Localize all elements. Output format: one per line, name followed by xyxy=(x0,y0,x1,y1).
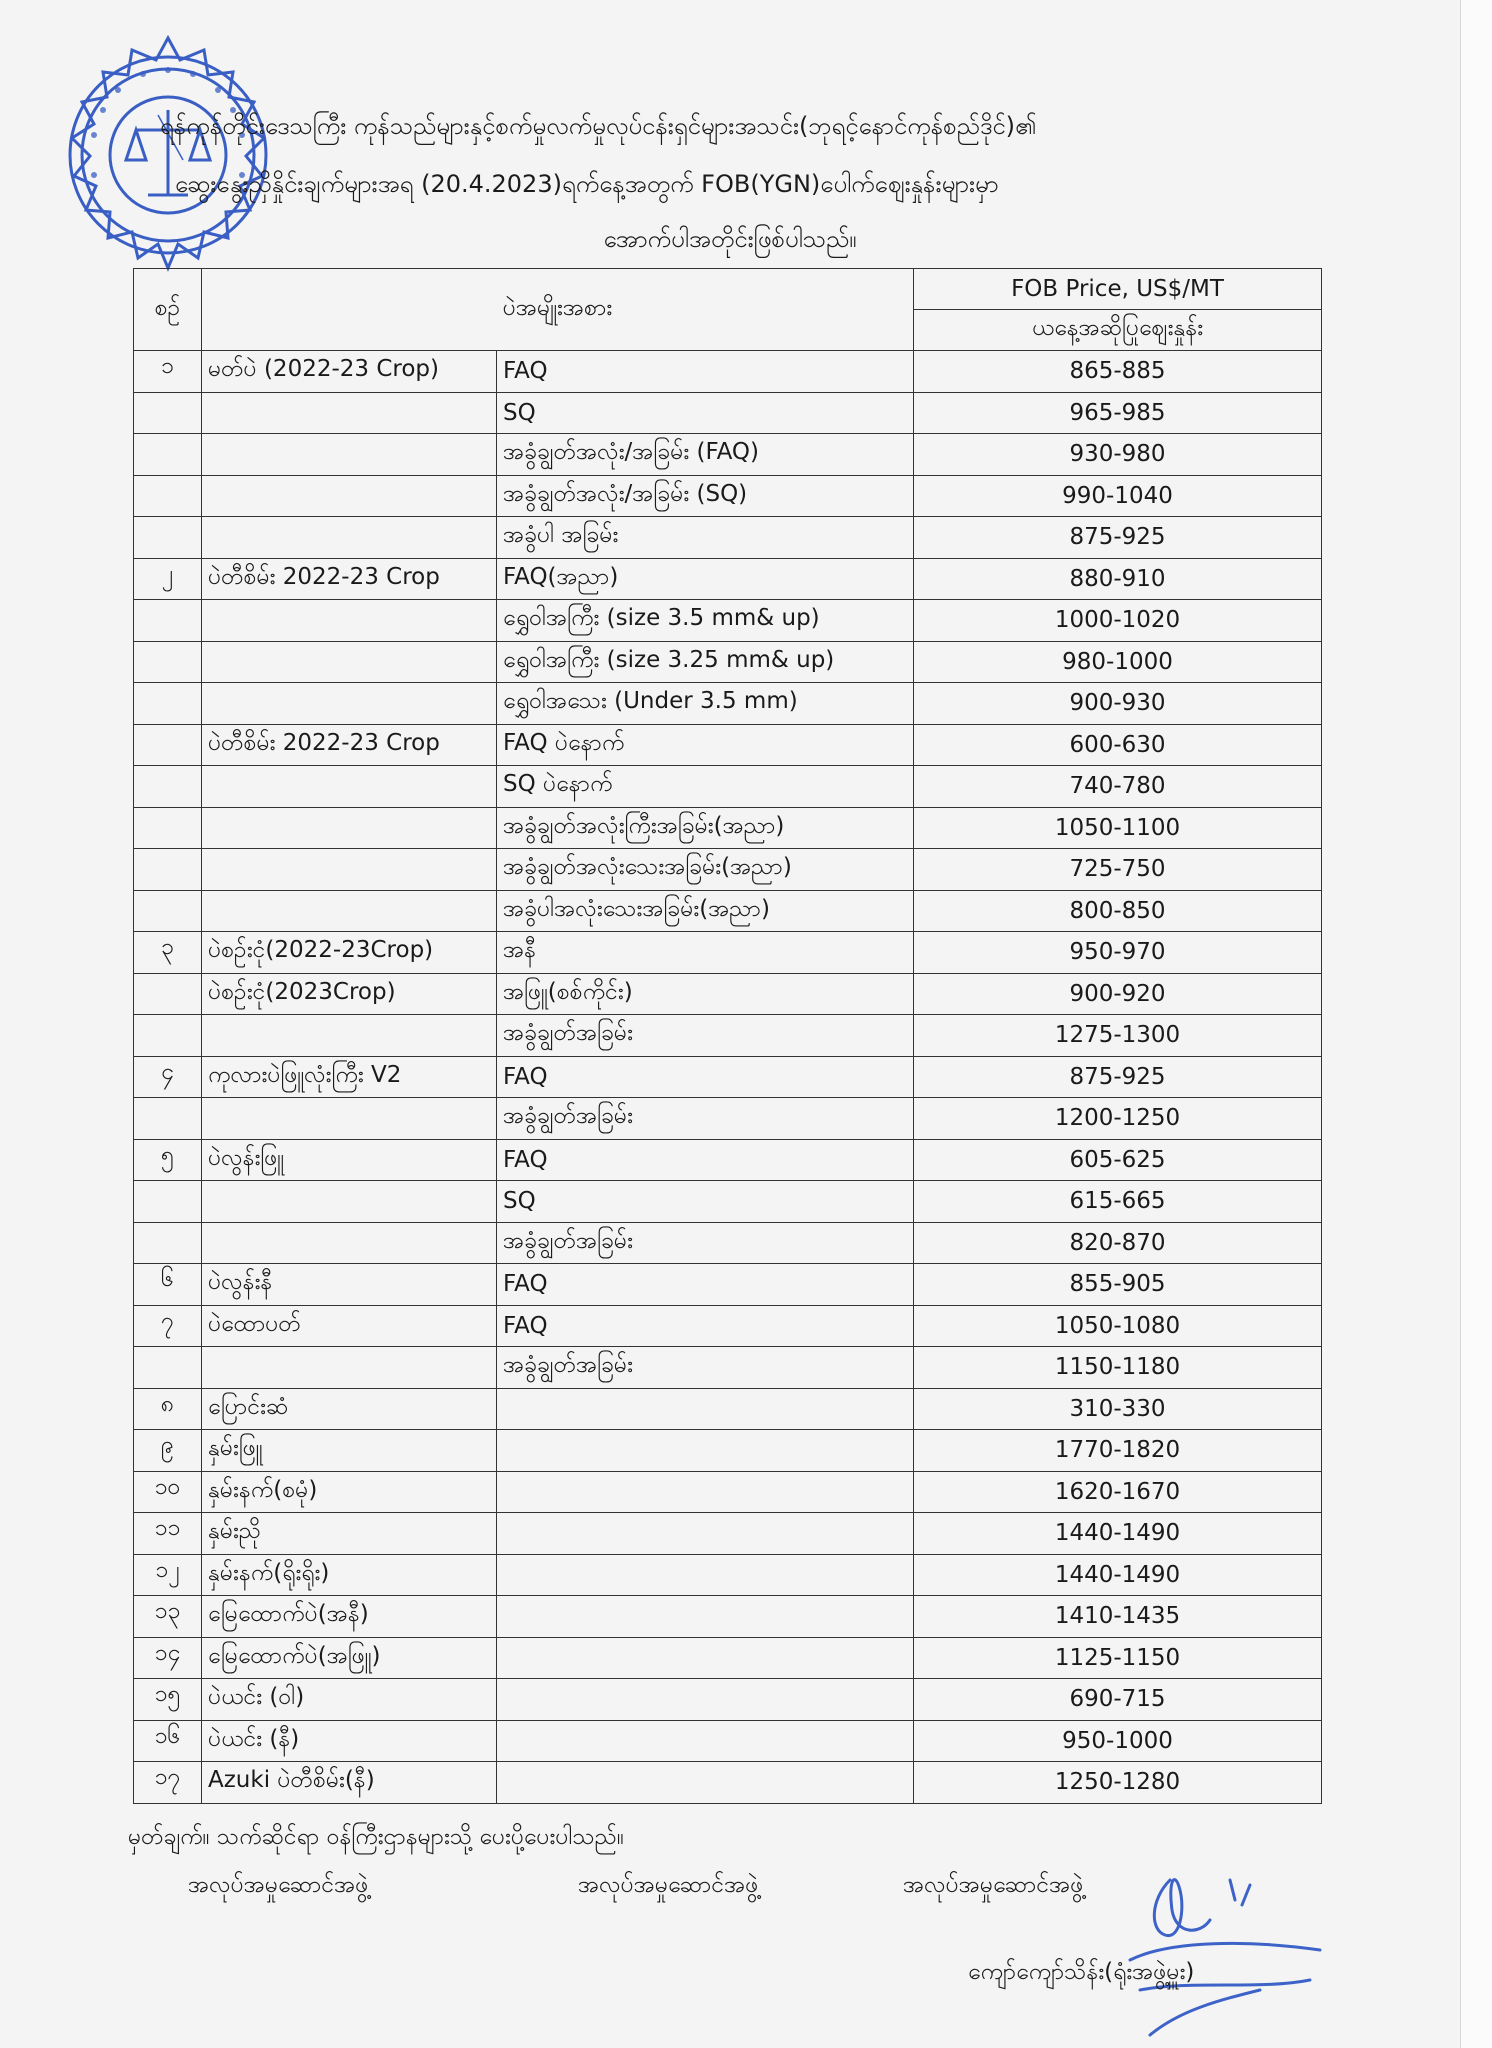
row-grade xyxy=(497,1430,914,1472)
row-number xyxy=(134,392,202,434)
row-number: ၁၆ xyxy=(134,1720,202,1762)
table-row xyxy=(134,1637,1322,1679)
row-number xyxy=(134,1181,202,1223)
row-grade: ရွှေဝါအကြီး (size 3.25 mm& up) xyxy=(497,641,914,683)
row-price: 600-630 xyxy=(914,724,1322,766)
row-grade: FAQ ပဲနောက် xyxy=(497,724,914,766)
table-row xyxy=(134,973,1322,1015)
row-grade xyxy=(497,1471,914,1513)
table-row xyxy=(134,1471,1322,1513)
column-header-item: ပဲအမျိုးအစား xyxy=(202,269,914,351)
row-price: 990-1040 xyxy=(914,475,1322,517)
row-grade: အနီ xyxy=(497,932,914,974)
table-row xyxy=(134,1430,1322,1472)
row-number: ၁၁ xyxy=(134,1513,202,1555)
row-item-name: နှမ်းညို xyxy=(202,1513,497,1555)
row-price: 800-850 xyxy=(914,890,1322,932)
row-number xyxy=(134,973,202,1015)
row-price: 965-985 xyxy=(914,392,1322,434)
row-grade xyxy=(497,1720,914,1762)
handwritten-signature xyxy=(1110,1840,1350,2040)
row-price: 950-1000 xyxy=(914,1720,1322,1762)
row-price: 1050-1080 xyxy=(914,1305,1322,1347)
row-number xyxy=(134,1222,202,1264)
row-number: ၁ xyxy=(134,351,202,393)
row-item-name xyxy=(202,849,497,891)
row-price: 615-665 xyxy=(914,1181,1322,1223)
row-item-name: ပဲထောပတ် xyxy=(202,1305,497,1347)
row-number: ၈ xyxy=(134,1388,202,1430)
row-item-name xyxy=(202,517,497,559)
row-item-name xyxy=(202,1347,497,1389)
table-row xyxy=(134,517,1322,559)
row-number xyxy=(134,475,202,517)
header-line-2: ဆွေးနွေးညှိနှိုင်းချက်များအရ (20.4.2023)ရက်နေ့အတွက် FOB(YGN)ပေါက်ဈေးနှုန်းများမှာ xyxy=(175,170,999,198)
row-item-name xyxy=(202,600,497,642)
row-item-name: နှမ်းနက်(ရိုးရိုး) xyxy=(202,1554,497,1596)
row-price: 725-750 xyxy=(914,849,1322,891)
column-header-price-sub: ယနေ့အဆိုပြုဈေးနှုန်း xyxy=(914,310,1322,351)
table-row xyxy=(134,558,1322,600)
header-line-3: အောက်ပါအတိုင်းဖြစ်ပါသည်။ xyxy=(603,225,857,253)
row-grade: FAQ xyxy=(497,1264,914,1306)
row-price: 855-905 xyxy=(914,1264,1322,1306)
row-price: 880-910 xyxy=(914,558,1322,600)
table-row xyxy=(134,1388,1322,1430)
row-number xyxy=(134,807,202,849)
row-grade: SQ xyxy=(497,392,914,434)
row-item-name: ပဲယင်း (ဝါ) xyxy=(202,1679,497,1721)
row-item-name: ပဲယင်း (နီ) xyxy=(202,1720,497,1762)
row-grade: အခွံချွတ်အလုံးသေးအခြမ်း(အညာ) xyxy=(497,849,914,891)
table-row xyxy=(134,392,1322,434)
row-price: 605-625 xyxy=(914,1139,1322,1181)
row-price: 1275-1300 xyxy=(914,1015,1322,1057)
row-price: 875-925 xyxy=(914,517,1322,559)
row-price: 1200-1250 xyxy=(914,1098,1322,1140)
row-price: 1050-1100 xyxy=(914,807,1322,849)
row-item-name: ပြောင်းဆံ xyxy=(202,1388,497,1430)
row-number xyxy=(134,600,202,642)
row-grade: SQ xyxy=(497,1181,914,1223)
row-grade: အဖြူ(စစ်ကိုင်း) xyxy=(497,973,914,1015)
table-row xyxy=(134,1720,1322,1762)
row-grade: အခွံချွတ်အခြမ်း xyxy=(497,1098,914,1140)
row-grade: ရွှေဝါအသေး (Under 3.5 mm) xyxy=(497,683,914,725)
row-item-name xyxy=(202,766,497,808)
row-grade: အခွံချွတ်အခြမ်း xyxy=(497,1347,914,1389)
table-row xyxy=(134,1056,1322,1098)
row-price: 950-970 xyxy=(914,932,1322,974)
row-price: 1440-1490 xyxy=(914,1554,1322,1596)
row-price: 900-920 xyxy=(914,973,1322,1015)
row-number xyxy=(134,434,202,476)
column-header-price: FOB Price, US$/MT xyxy=(914,269,1322,310)
row-number xyxy=(134,641,202,683)
row-item-name: မတ်ပဲ (2022-23 Crop) xyxy=(202,351,497,393)
header-line-1: ရန်ကုန်တိုင်းဒေသကြီး ကုန်သည်များနှင့်စက်မှုလက်မှုလုပ်ငန်းရှင်များအသင်း(ဘုရင့်နောင်ကုန်စည်ဒိုင်)၏ xyxy=(160,112,1037,140)
row-item-name: နှမ်းဖြူ xyxy=(202,1430,497,1472)
row-grade: FAQ xyxy=(497,1056,914,1098)
row-price: 820-870 xyxy=(914,1222,1322,1264)
row-grade: အခွံပါအလုံးသေးအခြမ်း(အညာ) xyxy=(497,890,914,932)
row-item-name: မြေထောက်ပဲ(အနီ) xyxy=(202,1596,497,1638)
row-item-name xyxy=(202,475,497,517)
table-row xyxy=(134,1554,1322,1596)
table-row xyxy=(134,1181,1322,1223)
row-grade: အခွံချွတ်အခြမ်း xyxy=(497,1015,914,1057)
row-number xyxy=(134,849,202,891)
table-row xyxy=(134,1139,1322,1181)
row-number xyxy=(134,1015,202,1057)
row-grade: အခွံချွတ်အလုံး/အခြမ်း (FAQ) xyxy=(497,434,914,476)
row-number: ၂ xyxy=(134,558,202,600)
row-item-name xyxy=(202,683,497,725)
row-price: 930-980 xyxy=(914,434,1322,476)
sign-label-1: အလုပ်အမှုဆောင်အဖွဲ့ xyxy=(188,1872,369,1898)
row-price: 1125-1150 xyxy=(914,1637,1322,1679)
row-number xyxy=(134,724,202,766)
sign-label-2: အလုပ်အမှုဆောင်အဖွဲ့ xyxy=(578,1872,759,1898)
row-item-name: ပဲလွန်းနီ xyxy=(202,1264,497,1306)
row-price: 980-1000 xyxy=(914,641,1322,683)
table-row xyxy=(134,1596,1322,1638)
row-grade xyxy=(497,1596,914,1638)
row-grade: FAQ(အညာ) xyxy=(497,558,914,600)
row-item-name: နှမ်းနက်(စမုံ) xyxy=(202,1471,497,1513)
table-row xyxy=(134,351,1322,393)
table-row xyxy=(134,475,1322,517)
row-number: ၁၄ xyxy=(134,1637,202,1679)
row-item-name: ပဲစဉ်းငုံ(2022-23Crop) xyxy=(202,932,497,974)
table-row xyxy=(134,932,1322,974)
row-price: 1440-1490 xyxy=(914,1513,1322,1555)
row-grade: အခွံပါ အခြမ်း xyxy=(497,517,914,559)
row-number: ၁၅ xyxy=(134,1679,202,1721)
table-row xyxy=(134,1222,1322,1264)
table-row xyxy=(134,1015,1322,1057)
row-item-name xyxy=(202,1181,497,1223)
row-item-name xyxy=(202,1222,497,1264)
table-row xyxy=(134,890,1322,932)
row-item-name xyxy=(202,807,497,849)
row-grade xyxy=(497,1637,914,1679)
footer-note: မှတ်ချက်။ သက်ဆိုင်ရာ ဝန်ကြီးဌာနများသို့ ပေးပို့ပေးပါသည်။ xyxy=(128,1824,624,1850)
row-number: ၁၃ xyxy=(134,1596,202,1638)
page-edge xyxy=(1460,0,1492,2048)
price-table xyxy=(133,268,1322,1804)
row-price: 1150-1180 xyxy=(914,1347,1322,1389)
row-price: 1410-1435 xyxy=(914,1596,1322,1638)
table-row xyxy=(134,641,1322,683)
table-row xyxy=(134,766,1322,808)
row-price: 875-925 xyxy=(914,1056,1322,1098)
row-price: 690-715 xyxy=(914,1679,1322,1721)
row-number: ၁၂ xyxy=(134,1554,202,1596)
row-price: 1620-1670 xyxy=(914,1471,1322,1513)
sign-label-3: အလုပ်အမှုဆောင်အဖွဲ့ xyxy=(903,1872,1084,1898)
row-number: ၃ xyxy=(134,932,202,974)
row-number: ၁၀ xyxy=(134,1471,202,1513)
row-grade: ရွှေဝါအကြီး (size 3.5 mm& up) xyxy=(497,600,914,642)
row-grade xyxy=(497,1679,914,1721)
row-number xyxy=(134,683,202,725)
row-item-name xyxy=(202,641,497,683)
row-number xyxy=(134,890,202,932)
row-number: ၉ xyxy=(134,1430,202,1472)
table-row xyxy=(134,1305,1322,1347)
row-grade xyxy=(497,1554,914,1596)
row-price: 1250-1280 xyxy=(914,1762,1322,1804)
row-grade: အခွံချွတ်အလုံးကြီးအခြမ်း(အညာ) xyxy=(497,807,914,849)
row-number xyxy=(134,1098,202,1140)
row-grade: FAQ xyxy=(497,351,914,393)
row-number xyxy=(134,517,202,559)
row-grade: SQ ပဲနောက် xyxy=(497,766,914,808)
table-row xyxy=(134,434,1322,476)
row-price: 310-330 xyxy=(914,1388,1322,1430)
row-number: ၆ xyxy=(134,1264,202,1306)
row-item-name: ပဲစဉ်းငုံ(2023Crop) xyxy=(202,973,497,1015)
price-table-body xyxy=(134,351,1322,1804)
table-row xyxy=(134,1098,1322,1140)
row-item-name: Azuki ပဲတီစိမ်း(နီ) xyxy=(202,1762,497,1804)
row-price: 900-930 xyxy=(914,683,1322,725)
table-row xyxy=(134,600,1322,642)
association-seal-stamp xyxy=(18,10,318,310)
row-grade: FAQ xyxy=(497,1305,914,1347)
table-row xyxy=(134,849,1322,891)
row-price: 1770-1820 xyxy=(914,1430,1322,1472)
row-grade xyxy=(497,1513,914,1555)
row-grade xyxy=(497,1762,914,1804)
table-row xyxy=(134,807,1322,849)
row-grade: အခွံချွတ်အလုံး/အခြမ်း (SQ) xyxy=(497,475,914,517)
row-number xyxy=(134,766,202,808)
row-number: ၁၇ xyxy=(134,1762,202,1804)
row-grade xyxy=(497,1388,914,1430)
row-number xyxy=(134,1347,202,1389)
table-row xyxy=(134,1264,1322,1306)
row-item-name xyxy=(202,1098,497,1140)
row-number: ၅ xyxy=(134,1139,202,1181)
table-row xyxy=(134,1679,1322,1721)
signer-name: ကျော်ကျော်သိန်း(ရုံးအဖွဲ့မှူး) xyxy=(968,1959,1195,1985)
table-row xyxy=(134,1762,1322,1804)
row-grade: အခွံချွတ်အခြမ်း xyxy=(497,1222,914,1264)
row-item-name xyxy=(202,434,497,476)
row-item-name: ပဲလွန်းဖြူ xyxy=(202,1139,497,1181)
table-row xyxy=(134,724,1322,766)
row-item-name: ပဲတီစိမ်း 2022-23 Crop xyxy=(202,558,497,600)
row-item-name: မြေထောက်ပဲ(အဖြူ) xyxy=(202,1637,497,1679)
row-item-name xyxy=(202,1015,497,1057)
table-row xyxy=(134,1347,1322,1389)
row-price: 865-885 xyxy=(914,351,1322,393)
row-price: 1000-1020 xyxy=(914,600,1322,642)
row-price: 740-780 xyxy=(914,766,1322,808)
row-item-name xyxy=(202,392,497,434)
row-number: ၇ xyxy=(134,1305,202,1347)
row-grade: FAQ xyxy=(497,1139,914,1181)
row-number: ၄ xyxy=(134,1056,202,1098)
table-row xyxy=(134,683,1322,725)
row-item-name: ကုလားပဲဖြူလုံးကြီး V2 xyxy=(202,1056,497,1098)
row-item-name xyxy=(202,890,497,932)
row-item-name: ပဲတီစိမ်း 2022-23 Crop xyxy=(202,724,497,766)
column-header-no: စဉ် xyxy=(134,269,202,351)
table-row xyxy=(134,1513,1322,1555)
